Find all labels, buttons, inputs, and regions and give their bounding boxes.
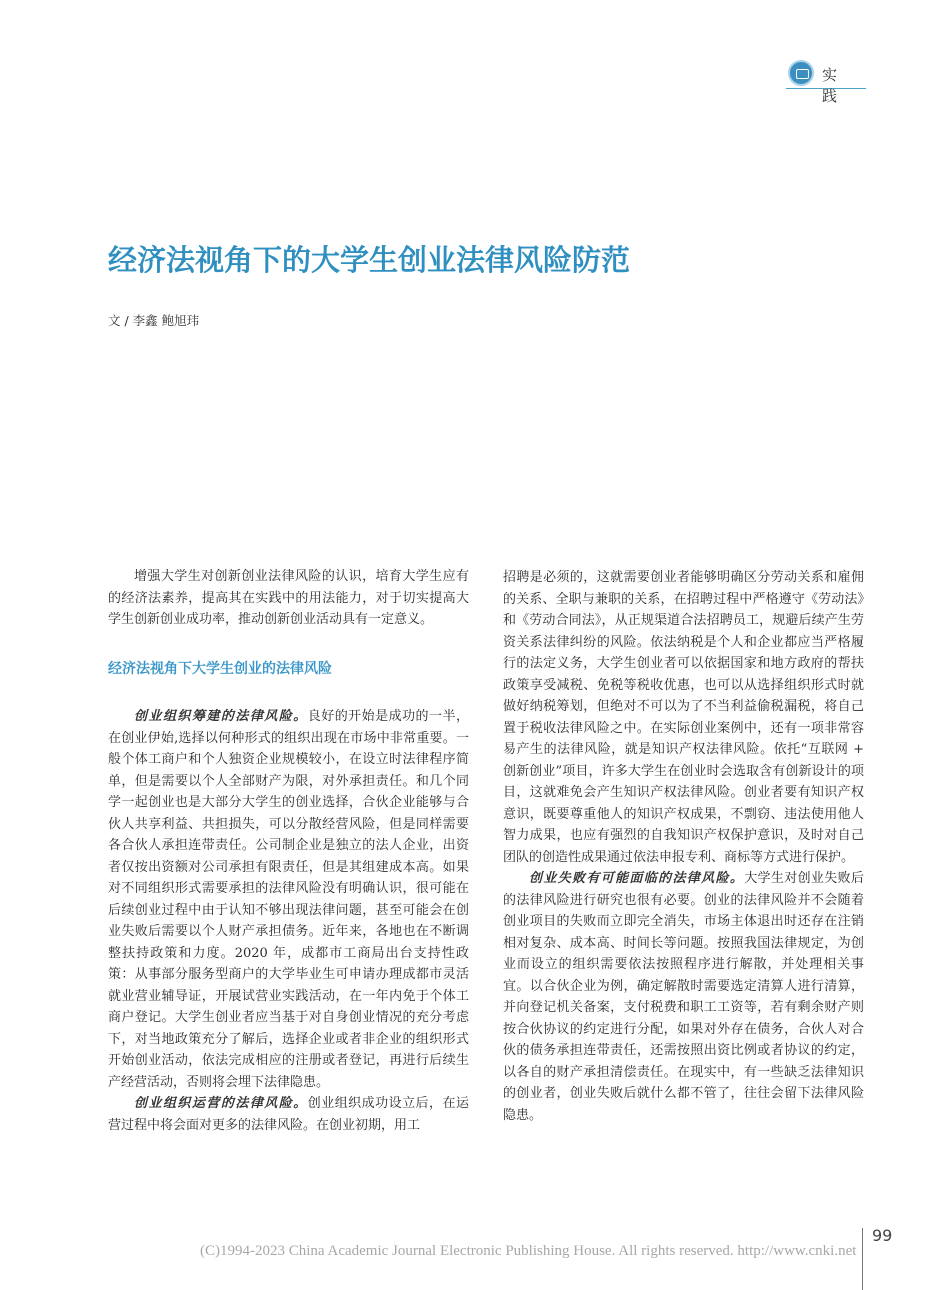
footer-divider (862, 1228, 863, 1290)
left-column (108, 566, 469, 1136)
section-tag (786, 58, 866, 105)
paragraph-body: 良好的开始是成功的一半，在创业伊始,选择以何种形式的组织出现在市场中非常重要。一般个体工商户和个人独资企业规模较小，在设立时法律程序简单，但是需要以个人全部财产为限，对外承担责任。和几个同学一起创业也是大部分大学生的创业选择，合伙企业能够与合伙人共享利益、共担损失，可以分散经营风险，但是同样需要各合伙人承担连带责任。公司制企业是独立的法人企业，出资者仅按出资额对公司承担有限责任，但是其组建成本高。如果对不同组织形式需要承担的法律风险没有明确认识，很可能在后续创业过程中由于认知不够出现法律问题，甚至可能会在创业失败后需要以个人财产承担债务。近年来，各地也在不断调整扶持政策和力度。2020 年，成都市工商局出台支持性政策：从事部分服务型商户的大学毕业生可申请办理成都市灵活就业营业辅导证，开展试营业实践活动，在一年内免于个体工商户登记。大学生创业者应当基于对自身创业情况的充分考虑下，对当地政策充分了解后，选择企业或者非企业的组织形式开始创业活动，依法完成相应的注册或者登记，再进行后续生产经营活动，否则将会埋下法律隐患。 (108, 709, 469, 1090)
article-author: 文 / 李鑫 鲍旭玮 (108, 313, 200, 328)
page-number: 99 (872, 1226, 893, 1245)
paragraph-body: 大学生对创业失败后的法律风险进行研究也很有必要。创业的法律风险并不会随着创业项目的失败而立即完全消失，市场主体退出时还存在注销相对复杂、成本高、时间长等问题。按照我国法律规定，为创业而设立的组织需要依法按照程序进行解散，并处理相关事宜。以合伙企业为例，确定解散时需要选定清算人进行清算，并向登记机关备案，支付税费和职工工资等，若有剩余财产则按合伙协议的约定进行分配，如果对外存在债务，合伙人对合伙的债务承担连带责任，还需按照出资比例或者协议的约定，以各自的财产承担清偿责任。在现实中，有一些缺乏法律知识的创业者，创业失败后就什么都不管了，往往会留下法律风险隐患。 (503, 871, 864, 1123)
copyright-notice: (C)1994-2023 China Academic Journal Electronic Publishing House. All rights reserved. http://www.cnki.net (200, 1243, 857, 1259)
paragraph-lead: 创业失败有可能面临的法律风险。 (529, 871, 745, 886)
article-title: 经济法视角下的大学生创业法律风险防范 (108, 243, 631, 277)
section-label: 实 践 (822, 66, 844, 105)
paragraph-failure (503, 868, 864, 1126)
section-heading: 经济法视角下大学生创业的法律风险 (108, 660, 332, 677)
paragraph-continued: 招聘是必须的，这就需要创业者能够明确区分劳动关系和雇佣的关系、全职与兼职的关系，在招聘过程中严格遵守《劳动法》和《劳动合同法》，从正规渠道合法招聘员工，规避后续产生劳资关系法律纠纷的风险。依法纳税是个人和企业都应当严格履行的法定义务，大学生创业者可以依据国家和地方政府的帮扶政策享受减税、免税等税收优惠，也可以从选择组织形式时就做好纳税筹划，但绝对不可以为了不当利益偷税漏税，将自己置于税收法律风险之中。在实际创业案例中，还有一项非常容易产生的法律风险，就是知识产权法律风险。依托“互联网 + 创新创业”项目，许多大学生在创业时会选取含有创新设计的项目，这就难免会产生知识产权法律风险。创业者要有知识产权意识，既要尊重他人的知识产权成果，不剽窃、违法使用他人智力成果，也应有强烈的自我知识产权保护意识，及时对自己团队的创造性成果通过依法申报专利、商标等方式进行保护。 (503, 570, 864, 865)
right-column (503, 567, 864, 1126)
monitor-icon (788, 60, 814, 86)
intro-paragraph: 增强大学生对创新创业法律风险的认识，培育大学生应有的经济法素养，提高其在实践中的用法能力，对于切实提高大学生创新创业成功率，推动创新创业活动具有一定意义。 (108, 569, 469, 627)
paragraph-body: 创业组织成功设立后，在运营过程中将会面对更多的法律风险。在创业初期，用工 (108, 1096, 469, 1133)
paragraph-lead: 创业组织运营的法律风险。 (134, 1096, 308, 1111)
paragraph-organization (108, 706, 469, 1093)
paragraph-operation (108, 1093, 469, 1136)
paragraph-lead: 创业组织筹建的法律风险。 (134, 709, 308, 724)
